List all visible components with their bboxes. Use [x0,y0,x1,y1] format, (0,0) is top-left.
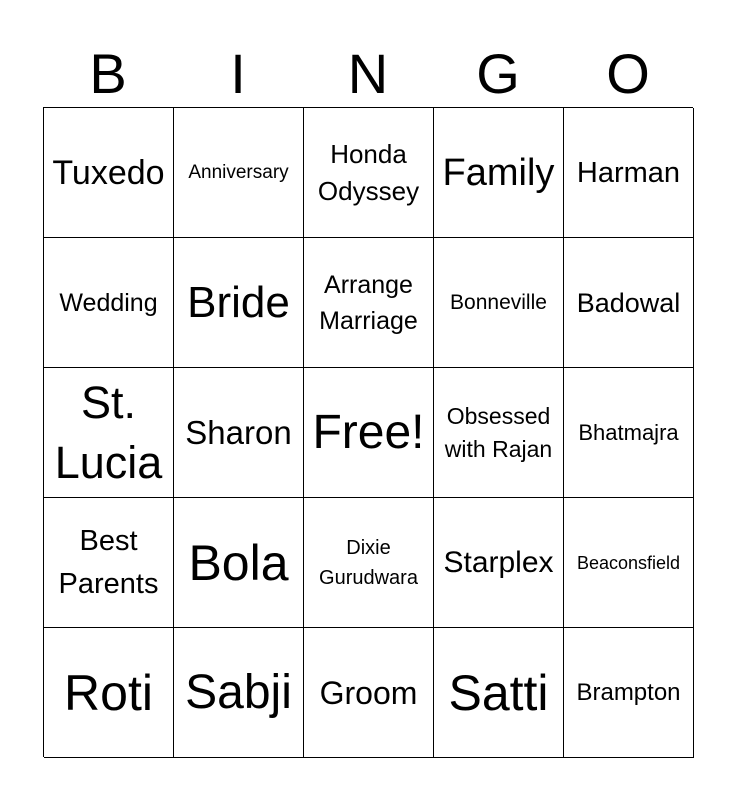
cell-text: Arrange Marriage [319,270,418,335]
cell-text: Roti [64,664,153,721]
bingo-cell [174,108,304,238]
cell-text: Harman [576,156,681,189]
bingo-cell [434,108,564,238]
cell-text: St. Lucia [54,376,163,488]
bingo-cell [174,498,304,628]
cell-text: Bola [188,534,289,591]
bingo-cell [564,498,694,628]
cell-text: Bhatmajra [578,419,679,445]
bingo-cell [44,498,174,628]
bingo-cell [564,628,694,758]
cell-text: Best Parents [58,524,159,600]
header-letter-g: G [476,42,520,105]
bingo-cell [564,108,694,238]
bingo-cell [44,628,174,758]
header-letter-b: B [89,42,127,105]
bingo-cell [44,238,174,368]
cell-text: Groom [319,674,418,711]
bingo-cell [174,628,304,758]
bingo-cell [434,498,564,628]
header-letter-o: O [606,42,650,105]
bingo-cell [434,368,564,498]
cell-text: Dixie Gurudwara [319,536,418,589]
bingo-cell [304,498,434,628]
cell-text: Beaconsfield [576,552,681,573]
bingo-cell [434,238,564,368]
bingo-cell [304,238,434,368]
cell-text: Wedding [59,288,158,317]
bingo-cell [304,368,434,498]
cell-text: Badowal [576,287,681,318]
bingo-cell [304,628,434,758]
bingo-cell [304,108,434,238]
bingo-cell [44,108,174,238]
cell-text: Anniversary [188,161,289,183]
header-letter-i: I [230,42,246,105]
cell-text: Tuxedo [52,153,165,192]
cell-text: Obsessed with Rajan [444,402,553,462]
bingo-cell [44,368,174,498]
bingo-cell [174,368,304,498]
cell-text: Family [442,151,555,194]
cell-text: Free! [312,405,425,459]
bingo-cell [174,238,304,368]
bingo-header [43,42,693,106]
header-letter-n: N [347,42,389,105]
bingo-cell [434,628,564,758]
cell-text: Bonneville [450,290,547,314]
cell-text: Sharon [185,413,292,451]
cell-text: Honda Odyssey [317,138,420,206]
cell-text: Brampton [576,678,681,706]
bingo-cell [564,238,694,368]
cell-text: Satti [448,664,549,721]
bingo-board [43,107,693,757]
cell-text: Sabji [185,665,292,719]
bingo-cell [564,368,694,498]
cell-text: Starplex [443,545,554,579]
cell-text: Bride [187,277,290,327]
